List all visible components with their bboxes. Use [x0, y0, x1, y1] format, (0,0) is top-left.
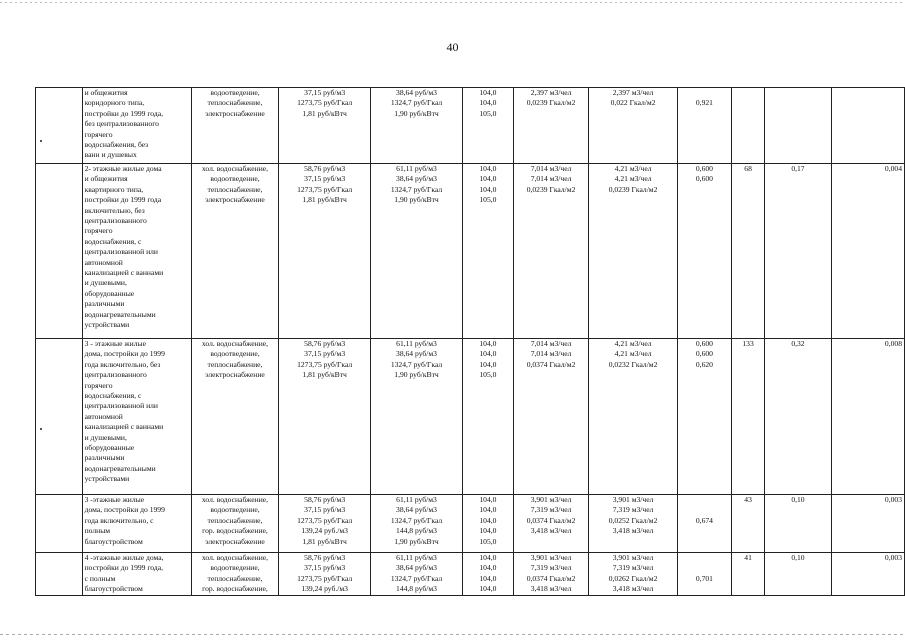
cell-line: электроснабжение: [205, 195, 265, 205]
table-cell-c7: [589, 495, 678, 553]
cell-line: хол. водоснабжение,: [201, 553, 269, 562]
cell-line: дома, постройки до 1999: [84, 505, 165, 515]
cell-line: 58,76 руб/м3: [304, 553, 346, 562]
cell-line: и общежития: [84, 174, 128, 184]
cell-line: теплоснабжение,: [207, 515, 263, 525]
cell-line: оборудованные: [84, 443, 135, 453]
cell-line: 0,0374 Гкал/м2: [526, 359, 576, 369]
cell-line: [680, 88, 729, 98]
table-cell-c5: [462, 495, 513, 553]
cell-line: устройствами: [84, 320, 130, 330]
table-cell-c4: [371, 495, 463, 553]
table-cell-c6: [513, 495, 588, 553]
cell-line: 1,81 руб/кВтч: [302, 108, 347, 118]
cell-line: гор. водоснабжение,: [202, 526, 268, 536]
cell-line: постройки до 1999 года,: [84, 108, 163, 118]
cell-line: 104,0: [479, 505, 497, 515]
table-cell-c9: [731, 164, 764, 339]
cell-line: 3,901 м3/чел: [530, 553, 572, 562]
cell-line: водоотведение,: [210, 174, 260, 184]
cell-line: года включительно, без: [84, 359, 161, 369]
table-cell-c9: [731, 339, 764, 495]
cell-line: полным: [84, 526, 111, 536]
table-cell-c10: [765, 495, 831, 553]
table-cell-c11: [831, 495, 904, 553]
cell-line: без централизованного: [84, 119, 159, 129]
cell-line: 104,0: [479, 563, 497, 573]
table-cell-c3: [279, 164, 371, 339]
table-cell-c1: [82, 495, 191, 553]
cell-line: 0,0239 Гкал/м2: [526, 98, 576, 108]
cell-line: 7,319 м3/чел: [530, 563, 572, 573]
cell-line: электроснабжение: [205, 370, 265, 380]
scan-speck: [40, 140, 42, 142]
cell-line: благоустройством: [84, 584, 143, 594]
table-row: [36, 495, 905, 553]
cell-line: 105,0: [479, 536, 497, 546]
cell-line: 3,418 м3/чел: [530, 584, 572, 594]
cell-line: 7,014 м3/чел: [530, 164, 572, 173]
cell-line: горячего: [84, 380, 113, 390]
cell-line: централизованного: [84, 216, 147, 226]
cell-line: водоотведение,: [210, 505, 260, 515]
cell-line: канализацией с ваннами: [84, 268, 164, 278]
table-cell-c6: [513, 88, 588, 164]
cell-line: 3,418 м3/чел: [612, 526, 654, 536]
cell-line: 1,90 руб/кВтч: [394, 536, 439, 546]
scan-edge-bottom: [0, 634, 905, 635]
cell-line: 1324,7 руб/Гкал: [390, 359, 443, 369]
cell-line: 1273,75 руб/Гкал: [297, 573, 353, 583]
cell-line: и душевыми,: [84, 432, 127, 442]
cell-line: 7,014 м3/чел: [530, 174, 572, 184]
cell-line: 1,90 руб/кВтч: [394, 108, 439, 118]
table-cell-c2: [191, 339, 278, 495]
cell-line: 4,21 м3/чел: [614, 339, 652, 348]
table-cell-c4: [371, 553, 463, 596]
cell-line: с полным: [84, 573, 116, 583]
cell-line: 3 - этажные жилые: [84, 339, 146, 348]
cell-line: 37,15 руб/м3: [304, 563, 346, 573]
cell-line: 139,24 руб./м3: [301, 584, 348, 594]
table-cell-c7: [589, 553, 678, 596]
cell-line: [680, 495, 729, 505]
cell-line: автономной: [84, 257, 123, 267]
cell-line: 61,11 руб/м3: [396, 164, 437, 173]
cell-line: централизованной или: [84, 401, 158, 411]
cell-line: различными: [84, 299, 125, 309]
cell-line: 0,022 Гкал/м2: [610, 98, 656, 108]
cell-line: 104,0: [479, 174, 497, 184]
cell-line: 0,10: [791, 495, 805, 504]
cell-line: 7,014 м3/чел: [530, 339, 572, 348]
page-number: 40: [446, 40, 459, 54]
cell-line: 7,319 м3/чел: [612, 505, 654, 515]
cell-line: водоотведение,: [210, 349, 260, 359]
cell-line: 104,0: [479, 349, 497, 359]
cell-line: коридорного типа,: [84, 98, 145, 108]
cell-line: [834, 88, 902, 98]
table-cell-c4: [371, 88, 463, 164]
cell-line: теплоснабжение,: [207, 98, 263, 108]
cell-line: канализацией с ваннами: [84, 422, 164, 432]
cell-line: 105,0: [479, 108, 497, 118]
cell-line: включительно, без: [84, 205, 145, 215]
table-row: [36, 88, 905, 164]
cell-line: 104,0: [479, 495, 497, 504]
cell-line: 104,0: [479, 359, 497, 369]
cell-line: 1324,7 руб/Гкал: [390, 515, 443, 525]
table-cell-c6: [513, 553, 588, 596]
cell-line: 133: [742, 339, 754, 348]
cell-line: благоустройством: [84, 536, 143, 546]
table-cell-c10: [765, 88, 831, 164]
cell-line: 38,64 руб/м3: [396, 505, 437, 515]
cell-line: 7,319 м3/чел: [530, 505, 572, 515]
table-cell-c3: [279, 553, 371, 596]
cell-line: 0,0374 Гкал/м2: [526, 515, 576, 525]
cell-line: автономной: [84, 411, 123, 421]
table-cell-c11: [831, 553, 904, 596]
table-cell-c11: [831, 339, 904, 495]
cell-line: 0,600: [695, 349, 713, 359]
cell-line: горячего: [84, 226, 113, 236]
cell-line: 37,15 руб/м3: [304, 174, 346, 184]
cell-line: устройствами: [84, 474, 130, 484]
table-row: [36, 164, 905, 339]
table-cell-c10: [765, 164, 831, 339]
cell-line: 37,15 руб/м3: [304, 88, 346, 97]
cell-line: и душевыми,: [84, 278, 127, 288]
cell-line: хол. водоснабжение,: [201, 164, 269, 173]
table-cell-c2: [191, 88, 278, 164]
table-cell-c5: [462, 339, 513, 495]
cell-line: 2- этажные жилые дома: [84, 164, 162, 173]
cell-line: 7,014 м3/чел: [530, 349, 572, 359]
cell-line: 1324,7 руб/Гкал: [390, 573, 443, 583]
cell-line: 105,0: [479, 370, 497, 380]
table-cell-c8: [677, 88, 731, 164]
cell-line: 3,418 м3/чел: [612, 584, 654, 594]
cell-line: года включительно, с: [84, 515, 154, 525]
table-cell-c3: [279, 88, 371, 164]
cell-line: водонагревательными: [84, 309, 156, 319]
cell-line: 104,0: [479, 164, 497, 173]
cell-line: 104,0: [479, 553, 497, 562]
tariff-table-body: [36, 88, 905, 596]
cell-line: 0,0239 Гкал/м2: [608, 184, 658, 194]
cell-line: ванн и душевых: [84, 150, 137, 160]
cell-line: 105,0: [479, 195, 497, 205]
cell-line: гор. водоснабжение,: [202, 584, 268, 594]
cell-line: [680, 553, 729, 563]
cell-line: и общежития: [84, 88, 128, 97]
table-cell-c5: [462, 164, 513, 339]
cell-line: водоснабжения, без: [84, 140, 149, 150]
cell-line: водоотведение,: [210, 563, 260, 573]
cell-line: водоотведение,: [210, 88, 260, 97]
table-cell-c4: [371, 164, 463, 339]
table-cell-c8: [677, 339, 731, 495]
cell-line: 0,004: [884, 164, 902, 173]
cell-line: 104,0: [479, 98, 497, 108]
cell-line: 1,81 руб/кВтч: [302, 370, 347, 380]
cell-line: [680, 505, 729, 515]
cell-line: 41: [744, 553, 752, 562]
cell-line: 3,418 м3/чел: [530, 526, 572, 536]
cell-line: 0,674: [695, 515, 713, 525]
cell-line: 104,0: [479, 584, 497, 594]
cell-line: 38,64 руб/м3: [396, 174, 437, 184]
cell-line: 61,11 руб/м3: [396, 553, 437, 562]
table-cell-c0: [36, 495, 83, 553]
cell-line: 0,003: [884, 553, 902, 562]
table-cell-c1: [82, 339, 191, 495]
tariff-table: [35, 87, 905, 596]
cell-line: 0,003: [884, 495, 902, 504]
cell-line: электроснабжение: [205, 536, 265, 546]
cell-line: 38,64 руб/м3: [396, 88, 437, 97]
table-cell-c3: [279, 339, 371, 495]
cell-line: квартирного типа,: [84, 184, 144, 194]
cell-line: 0,921: [695, 98, 713, 108]
cell-line: 7,319 м3/чел: [612, 563, 654, 573]
cell-line: 4,21 м3/чел: [614, 164, 652, 173]
cell-line: постройки до 1999 года: [84, 195, 162, 205]
table-cell-c2: [191, 164, 278, 339]
table-cell-c8: [677, 164, 731, 339]
cell-line: теплоснабжение,: [207, 359, 263, 369]
cell-line: 1,81 руб/кВтч: [302, 536, 347, 546]
cell-line: различными: [84, 453, 125, 463]
table-cell-c8: [677, 553, 731, 596]
cell-line: 0,620: [695, 359, 713, 369]
cell-line: [680, 563, 729, 573]
cell-line: 0,0262 Гкал/м2: [608, 573, 658, 583]
table-cell-c7: [589, 164, 678, 339]
cell-line: 0,008: [884, 339, 902, 348]
cell-line: 38,64 руб/м3: [396, 563, 437, 573]
table-cell-c1: [82, 88, 191, 164]
cell-line: 0,17: [791, 164, 805, 173]
cell-line: 4,21 м3/чел: [614, 174, 652, 184]
table-cell-c1: [82, 553, 191, 596]
table-cell-c0: [36, 553, 83, 596]
cell-line: 104,0: [479, 339, 497, 348]
cell-line: 1,81 руб/кВтч: [302, 195, 347, 205]
cell-line: 43: [744, 495, 752, 504]
table-cell-c2: [191, 553, 278, 596]
cell-line: 104,0: [479, 526, 497, 536]
table-row: [36, 339, 905, 495]
table-cell-c9: [731, 553, 764, 596]
table-cell-c0: [36, 339, 83, 495]
cell-line: водонагревательными: [84, 463, 156, 473]
cell-line: 61,11 руб/м3: [396, 495, 437, 504]
cell-line: 1273,75 руб/Гкал: [297, 98, 353, 108]
table-cell-c8: [677, 495, 731, 553]
cell-line: оборудованные: [84, 288, 135, 298]
cell-line: 1,90 руб/кВтч: [394, 370, 439, 380]
cell-line: 1324,7 руб/Гкал: [390, 98, 443, 108]
cell-line: постройки до 1999 года,: [84, 563, 163, 573]
cell-line: централизованного: [84, 370, 147, 380]
cell-line: электроснабжение: [205, 108, 265, 118]
table-cell-c5: [462, 553, 513, 596]
cell-line: 104,0: [479, 184, 497, 194]
table-cell-c3: [279, 495, 371, 553]
table-cell-c10: [765, 339, 831, 495]
cell-line: 58,76 руб/м3: [304, 495, 346, 504]
cell-line: 58,76 руб/м3: [304, 339, 346, 348]
cell-line: 3,901 м3/чел: [530, 495, 572, 504]
table-cell-c9: [731, 495, 764, 553]
table-cell-c4: [371, 339, 463, 495]
cell-line: горячего: [84, 129, 113, 139]
cell-line: 104,0: [479, 573, 497, 583]
cell-line: 4,21 м3/чел: [614, 349, 652, 359]
cell-line: 0,0374 Гкал/м2: [526, 573, 576, 583]
cell-line: 37,15 руб/м3: [304, 505, 346, 515]
cell-line: 0,600: [695, 339, 713, 348]
cell-line: 1,90 руб/кВтч: [394, 195, 439, 205]
cell-line: 2,397 м3/чел: [530, 88, 572, 97]
cell-line: 1273,75 руб/Гкал: [297, 359, 353, 369]
cell-line: 38,64 руб/м3: [396, 349, 437, 359]
cell-line: 4 -этажные жилые дома,: [84, 553, 164, 562]
cell-line: 1324,7 руб/Гкал: [390, 184, 443, 194]
cell-line: 3,901 м3/чел: [612, 495, 654, 504]
cell-line: 58,76 руб/м3: [304, 164, 346, 173]
cell-line: 139,24 руб./м3: [301, 526, 348, 536]
cell-line: теплоснабжение,: [207, 573, 263, 583]
cell-line: 0,0239 Гкал/м2: [526, 184, 576, 194]
table-cell-c1: [82, 164, 191, 339]
cell-line: 61,11 руб/м3: [396, 339, 437, 348]
cell-line: 104,0: [479, 515, 497, 525]
cell-line: 0,600: [695, 164, 713, 173]
cell-line: 0,701: [695, 573, 713, 583]
table-row: [36, 553, 905, 596]
cell-line: 0,32: [791, 339, 805, 348]
cell-line: 68: [744, 164, 752, 173]
table-cell-c0: [36, 164, 83, 339]
table-cell-c2: [191, 495, 278, 553]
cell-line: 0,600: [695, 174, 713, 184]
cell-line: 144,8 руб/м3: [396, 584, 437, 594]
table-cell-c7: [589, 339, 678, 495]
cell-line: хол. водоснабжение,: [201, 495, 269, 504]
table-cell-c9: [731, 88, 764, 164]
cell-line: 1273,75 руб/Гкал: [297, 515, 353, 525]
table-cell-c6: [513, 164, 588, 339]
cell-line: теплоснабжение,: [207, 184, 263, 194]
table-cell-c10: [765, 553, 831, 596]
cell-line: 144,8 руб/м3: [396, 526, 437, 536]
table-cell-c7: [589, 88, 678, 164]
cell-line: 104,0: [479, 88, 497, 97]
cell-line: 0,0252 Гкал/м2: [608, 515, 658, 525]
cell-line: хол. водоснабжение,: [201, 339, 269, 348]
table-cell-c5: [462, 88, 513, 164]
cell-line: 3,901 м3/чел: [612, 553, 654, 562]
cell-line: централизованной или: [84, 247, 158, 257]
cell-line: [734, 88, 762, 98]
cell-line: водоснабжения, с: [84, 391, 142, 401]
cell-line: 0,10: [791, 553, 805, 562]
cell-line: 37,15 руб/м3: [304, 349, 346, 359]
cell-line: 2,397 м3/чел: [612, 88, 654, 97]
cell-line: 3 -этажные жилые: [84, 495, 145, 504]
table-cell-c0: [36, 88, 83, 164]
cell-line: 0,0232 Гкал/м2: [608, 359, 658, 369]
table-cell-c11: [831, 88, 904, 164]
cell-line: дома, постройки до 1999: [84, 349, 165, 359]
scan-speck: [40, 428, 42, 430]
table-cell-c6: [513, 339, 588, 495]
scan-edge-top: [0, 2, 905, 3]
cell-line: 1273,75 руб/Гкал: [297, 184, 353, 194]
cell-line: [767, 88, 828, 98]
table-cell-c11: [831, 164, 904, 339]
cell-line: водоснабжения, с: [84, 236, 142, 246]
